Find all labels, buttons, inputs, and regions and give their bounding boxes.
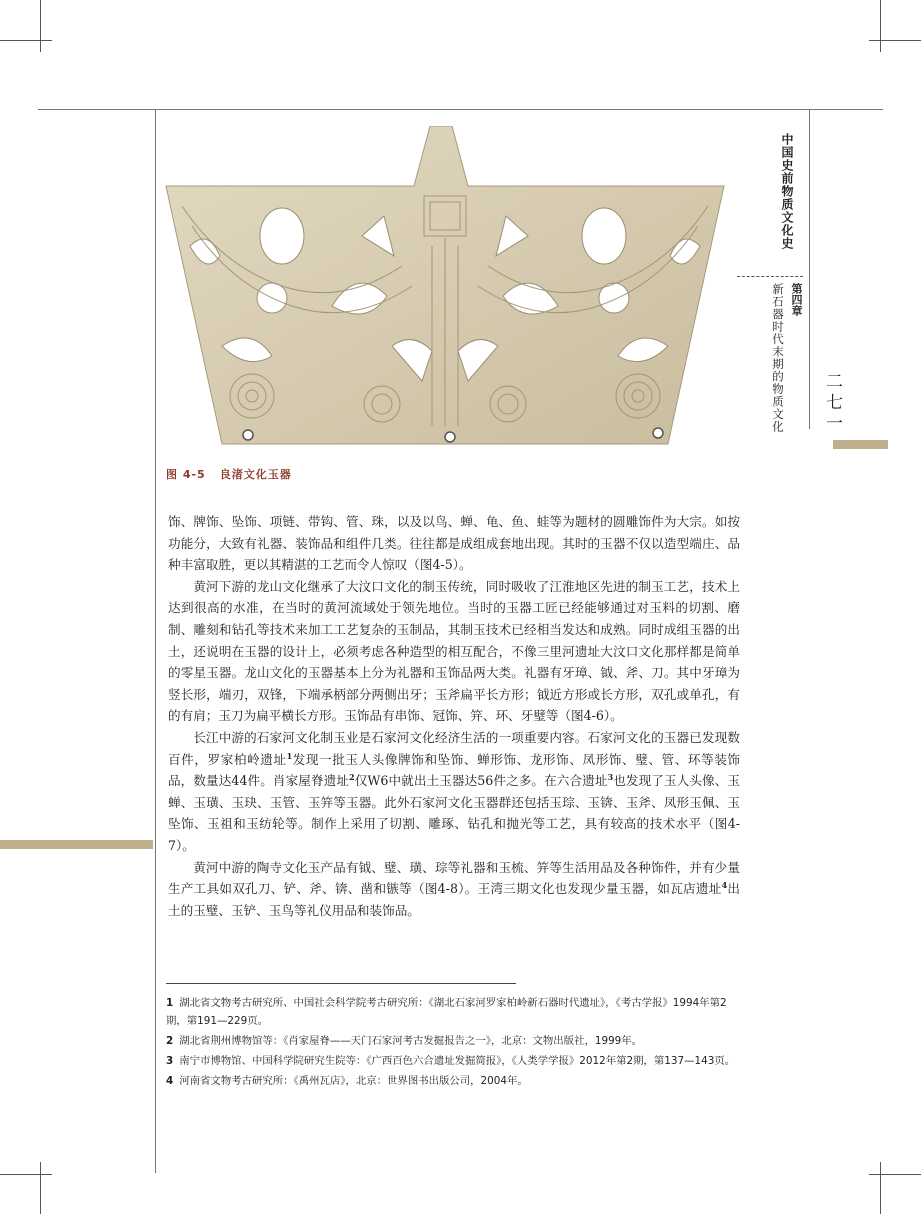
body-text [168,511,740,921]
chapter-number: 第四章 [790,283,803,316]
footnote-text: 河南省文物考古研究所：《禹州瓦店》，北京：世界图书出版公司，2004年。 [179,1075,528,1087]
footnote-ref[interactable]: 3 [607,771,614,782]
figure-title: 良渚文化玉器 [219,468,292,481]
paragraph: 黄河下游的龙山文化继承了大汶口文化的制玉传统，同时吸收了江淮地区先进的制玉工艺，技术上达到很高的水准，在当时的黄河流域处于领先地位。当时的玉器工匠已经能够通过对玉料的切割、磨制、雕刻和钻孔等技术来加工工艺复杂的玉制品，其制玉技术已经相当发达和成熟。同时成组玉器的出土，还说明在玉器的设计上，必须考虑各种造型的相互配合，不像三里河遗址大汶口文化那样都是简单的零星玉器。龙山文化的玉器基本上分为礼器和玉饰品两大类。礼器有牙璋、钺、斧、刀。其中牙璋为竖长形，端刃，双锋，下端承柄部分两侧出牙；玉斧扁平长方形；钺近方形或长方形，双孔或单孔，有的有肩；玉刀为扁平横长方形。玉饰品有串饰、冠饰、笄、环、牙璧等（图4-6）。 [168,578,740,724]
crop-mark [0,40,52,41]
paragraph [168,727,740,857]
footnotes [166,994,746,1092]
footnote-number: 3 [166,1055,174,1067]
text-run: 黄河中游的陶寺文化玉产品有钺、璧、璜、琮等礼器和玉梳、笄等生活用品及各种饰件，并有少量生产工具如双孔刀、铲、斧、锛、凿和镞等（图4-8）。王湾三期文化也发现少量玉器，如瓦店遗址 [168,859,740,897]
footnote-item [166,994,746,1030]
footnote-number: 2 [166,1035,174,1047]
top-rule [38,109,883,110]
crop-mark [0,1174,52,1175]
paragraph [168,857,740,922]
left-tan-bar [0,840,153,849]
text-run: 也发现了玉人头像、玉蝉、玉璜、玉玦、玉管、玉笄等玉器。此外石家河文化玉器群还包括玉琮、玉锛、玉斧、凤形玉佩、玉坠饰、玉祖和玉纺轮等。制作上采用了切割、雕琢、钻孔和抛光等工艺，具有较高的技术水平（图4-7）。 [168,773,741,853]
jade-plaque-icon [162,126,728,454]
crop-mark [880,0,881,52]
footnote-rule [166,983,516,984]
page-number: 二七一 [822,372,842,435]
running-head-divider [737,276,803,277]
footnote-ref[interactable]: 4 [721,879,728,890]
footnote-item [166,1032,746,1050]
crop-mark [40,1162,41,1214]
footnote-ref[interactable]: 2 [349,771,355,782]
footnote-number: 1 [166,997,174,1009]
book-title: 中国史前物质文化史 [780,133,794,250]
right-tan-bar [833,440,888,449]
figure-caption [166,466,306,482]
footnote-number: 4 [166,1075,174,1087]
text-run: 长江中游的石家河文化制玉业是石家河文化经济生活的一项重要内容。石家河文化的玉器已发现数百件，罗家柏岭遗址 [168,729,740,767]
footnote-item [166,1072,746,1090]
crop-mark [880,1162,881,1214]
footnote-item [166,1052,746,1070]
left-margin-rule [155,109,156,1173]
text-run: 发现一批玉人头像牌饰和坠饰、蝉形饰、龙形饰、凤形饰、璧、管、环等装饰品，数量达44件。肖家屋脊遗址 [168,751,741,789]
crop-mark [40,0,41,52]
jade-plaque-image [162,126,728,454]
crop-mark [869,40,921,41]
crop-mark [869,1174,921,1175]
footnote-ref[interactable]: 1 [286,750,293,761]
right-margin-rule [809,109,810,429]
figure-label: 图 4-5 [166,468,206,481]
footnote-text: 南宁市博物馆、中国科学院研究生院等：《广西百色六合遗址发掘简报》，《人类学学报》2012年第2期，第137—143页。 [179,1055,736,1067]
text-run: 仅W6中就出土玉器达56件之多。在六合遗址 [354,773,608,789]
chapter-title: 新石器时代末期的物质文化 [771,283,785,433]
text-run: 出土的玉璧、玉铲、玉鸟等礼仪用品和装饰品。 [168,881,740,918]
paragraph: 饰、牌饰、坠饰、项链、带钩、管、珠，以及以鸟、蝉、龟、鱼、蛙等为题材的圆雕饰件为大宗。如按功能分，大致有礼器、装饰品和组件几类。往往都是成组成套地出现。其时的玉器不仅以造型端庄、品种丰富取胜，更以其精湛的工艺而令人惊叹（图4-5）。 [168,514,740,573]
footnote-text: 湖北省文物考古研究所、中国社会科学院考古研究所：《湖北石家河罗家柏岭新石器时代遗址》，《考古学报》1994年第2期，第191—229页。 [166,997,727,1027]
footnote-text: 湖北省荆州博物馆等：《肖家屋脊——天门石家河考古发掘报告之一》，北京：文物出版社，1999年。 [179,1035,643,1047]
